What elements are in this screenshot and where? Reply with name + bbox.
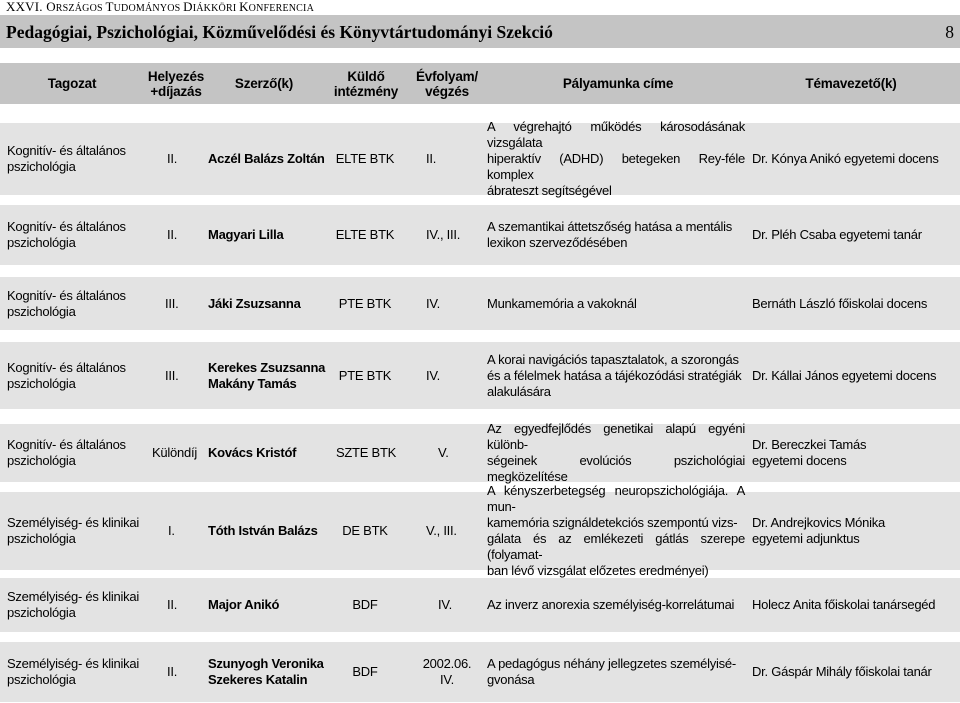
header-helyezes: Helyezés +díjazás — [147, 68, 205, 99]
temavezeto-cell: Dr. Pléh Csaba egyetemi tanár — [752, 227, 922, 242]
palyamunka-cim-cell: A végrehajtó működés károsodásának vizsgálata hiperaktív (ADHD) betegeken Rey-féle komplex ábrateszt segítségével — [487, 119, 745, 198]
header-szerzo: Szerző(k) — [234, 76, 294, 91]
evfolyam-cell: IV., III. — [426, 227, 461, 242]
evfolyam-cell: IV. — [438, 597, 452, 612]
intezmeny-cell: ELTE BTK — [335, 151, 395, 166]
temavezeto-cell: Dr. Kállai János egyetemi docens — [752, 367, 937, 383]
helyezes-cell: III. — [165, 367, 179, 383]
tagozat-cell: Személyiség- és klinikai pszichológia — [7, 515, 139, 546]
evfolyam-cell: V., III. — [426, 523, 457, 538]
palyamunka-cim-cell: Az egyedfejlődés genetikai alapú egyéni különb- ségeinek evolúciós pszichológiai megközelítése — [487, 421, 745, 484]
szerzo-cell: Aczél Balázs Zoltán — [208, 151, 325, 166]
tagozat-cell: Személyiség- és klinikai pszichológia — [7, 589, 139, 620]
evfolyam-cell: IV. — [426, 295, 440, 311]
header-evfolyam: Évfolyam/ végzés — [416, 68, 478, 99]
palyamunka-cim-cell: A pedagógus néhány jellegzetes személyisé- gvonása — [487, 656, 736, 687]
szerzo-cell: Tóth István Balázs — [208, 523, 318, 538]
palyamunka-cim-cell: A korai navigációs tapasztalatok, a szorongás és a félelmek hatása a tájékozódási stratégiák alakulására — [487, 351, 742, 399]
szerzo-cell: Magyari Lilla — [208, 227, 284, 242]
section-title: Pedagógiai, Pszichológiai, Közművelődési és Könyvtártudományi Szekció — [6, 22, 553, 42]
helyezes-cell: I. — [168, 523, 175, 538]
szerzo-cell: Kerekes Zsuzsanna Makány Tamás — [208, 359, 326, 391]
evfolyam-cell: 2002.06. IV. — [422, 656, 472, 687]
palyamunka-cim-cell: A szemantikai áttetszőség hatása a mentális lexikon szerveződésében — [487, 219, 733, 250]
temavezeto-cell: Dr. Kónya Anikó egyetemi docens — [752, 151, 939, 166]
helyezes-cell: II. — [167, 227, 178, 242]
header-palyamunka-cime: Pályamunka címe — [562, 76, 674, 91]
tagozat-cell: Kognitív- és általános pszichológia — [7, 287, 126, 319]
evfolyam-cell: V. — [438, 445, 449, 460]
szerzo-cell: Major Anikó — [208, 597, 280, 612]
intezmeny-cell: BDF — [352, 664, 378, 679]
tagozat-cell: Kognitív- és általános pszichológia — [7, 219, 126, 250]
intezmeny-cell: SZTE BTK — [335, 445, 397, 460]
helyezes-cell: Különdíj — [152, 445, 197, 460]
palyamunka-cim-cell: Munkamemória a vakoknál — [487, 295, 637, 311]
tagozat-cell: Kognitív- és általános pszichológia — [7, 359, 126, 391]
tagozat-cell: Kognitív- és általános pszichológia — [7, 143, 126, 174]
intezmeny-cell: BDF — [352, 597, 378, 612]
helyezes-cell: II. — [167, 151, 178, 166]
intezmeny-cell: PTE BTK — [338, 367, 392, 383]
header-temavezeto: Témavezető(k) — [805, 76, 897, 91]
running-head: XXVI. ORSZÁGOS TUDOMÁNYOS DIÁKKÖRI KONFERENCIA — [6, 0, 314, 14]
palyamunka-cim-cell: Az inverz anorexia személyiség-korrelátumai — [487, 597, 735, 612]
temavezeto-cell: Dr. Bereczkei Tamás egyetemi docens — [752, 437, 867, 468]
helyezes-cell: III. — [165, 295, 179, 311]
evfolyam-cell: IV. — [426, 367, 440, 383]
temavezeto-cell: Bernáth László főiskolai docens — [752, 295, 928, 311]
intezmeny-cell: DE BTK — [342, 523, 388, 538]
helyezes-cell: II. — [167, 664, 178, 679]
tagozat-cell: Kognitív- és általános pszichológia — [7, 437, 126, 468]
szerzo-cell: Jáki Zsuzsanna — [208, 295, 301, 311]
intezmeny-cell: ELTE BTK — [335, 227, 395, 242]
palyamunka-cim-cell: A kényszerbetegség neuropszichológiája. A mun- kamemória szignáldetekciós szempontú vizs- gálata és az emlékezeti gátlás szerepe (folyamat- ban lévő vizsgálat előzetes eredményei) — [487, 483, 745, 578]
temavezeto-cell: Dr. Andrejkovics Mónika egyetemi adjunktus — [752, 515, 885, 546]
evfolyam-cell: II. — [426, 151, 437, 166]
tagozat-cell: Személyiség- és klinikai pszichológia — [7, 656, 139, 687]
szerzo-cell: Kovács Kristóf — [208, 445, 297, 460]
page-number: 8 — [945, 22, 954, 42]
header-tagozat: Tagozat — [47, 76, 97, 91]
temavezeto-cell: Dr. Gáspár Mihály főiskolai tanár — [752, 664, 932, 679]
szerzo-cell: Szunyogh Veronika Szekeres Katalin — [208, 656, 324, 687]
helyezes-cell: II. — [167, 597, 178, 612]
temavezeto-cell: Holecz Anita főiskolai tanársegéd — [752, 597, 936, 612]
intezmeny-cell: PTE BTK — [338, 295, 392, 311]
header-kuldo-intezmeny: Küldő intézmény — [333, 68, 399, 99]
